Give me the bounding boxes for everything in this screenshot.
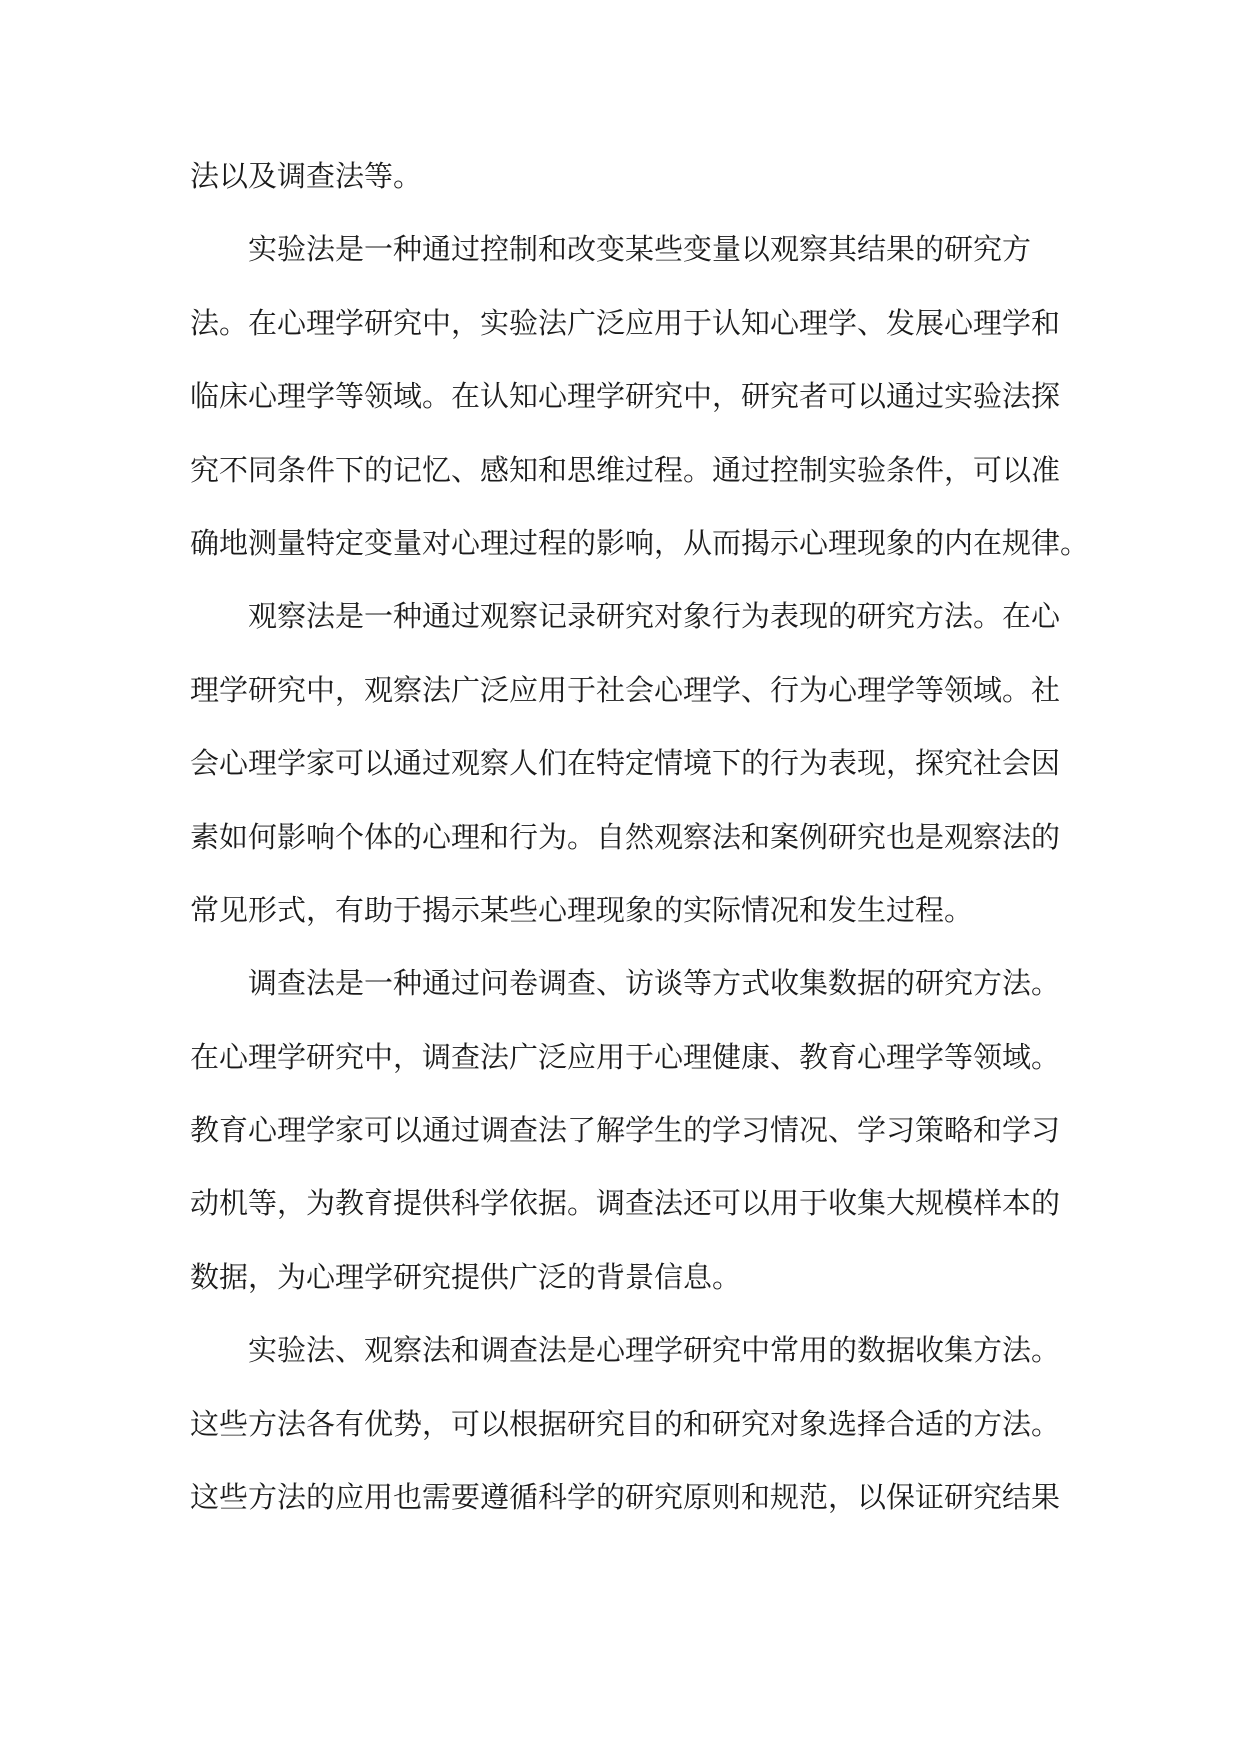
text-line: 理学研究中，观察法广泛应用于社会心理学、行为心理学等领域。社 <box>190 672 1061 707</box>
text-line: 这些方法的应用也需要遵循科学的研究原则和规范，以保证研究结果 <box>190 1480 1061 1515</box>
body-text <box>190 140 1090 1534</box>
text-line: 常见形式，有助于揭示某些心理现象的实际情况和发生过程。 <box>190 892 974 927</box>
text-line: 临床心理学等领域。在认知心理学研究中，研究者可以通过实验法探 <box>190 379 1061 414</box>
text-line: 观察法是一种通过观察记录研究对象行为表现的研究方法。在心 <box>248 599 1061 634</box>
text-line: 法以及调查法等。 <box>190 159 423 193</box>
text-line: 会心理学家可以通过观察人们在特定情境下的行为表现，探究社会因 <box>190 746 1061 781</box>
text-line: 教育心理学家可以通过调查法了解学生的学习情况、学习策略和学习 <box>190 1113 1061 1148</box>
text-line: 确地测量特定变量对心理过程的影响，从而揭示心理现象的内在规律。 <box>190 525 1090 560</box>
text-line: 在心理学研究中，调查法广泛应用于心理健康、教育心理学等领域。 <box>190 1039 1061 1074</box>
text-line: 这些方法各有优势，可以根据研究目的和研究对象选择合适的方法。 <box>190 1406 1061 1441</box>
text-line: 实验法、观察法和调查法是心理学研究中常用的数据收集方法。 <box>248 1333 1061 1368</box>
text-line: 究不同条件下的记忆、感知和思维过程。通过控制实验条件，可以准 <box>190 452 1061 487</box>
text-line: 动机等，为教育提供科学依据。调查法还可以用于收集大规模样本的 <box>190 1186 1061 1221</box>
text-line: 调查法是一种通过问卷调查、访谈等方式收集数据的研究方法。 <box>248 966 1061 1001</box>
text-line: 素如何影响个体的心理和行为。自然观察法和案例研究也是观察法的 <box>190 819 1061 854</box>
text-line: 实验法是一种通过控制和改变某些变量以观察其结果的研究方 <box>248 232 1032 267</box>
text-line: 法。在心理学研究中，实验法广泛应用于认知心理学、发展心理学和 <box>190 305 1061 340</box>
text-line: 数据，为心理学研究提供广泛的背景信息。 <box>190 1259 742 1294</box>
